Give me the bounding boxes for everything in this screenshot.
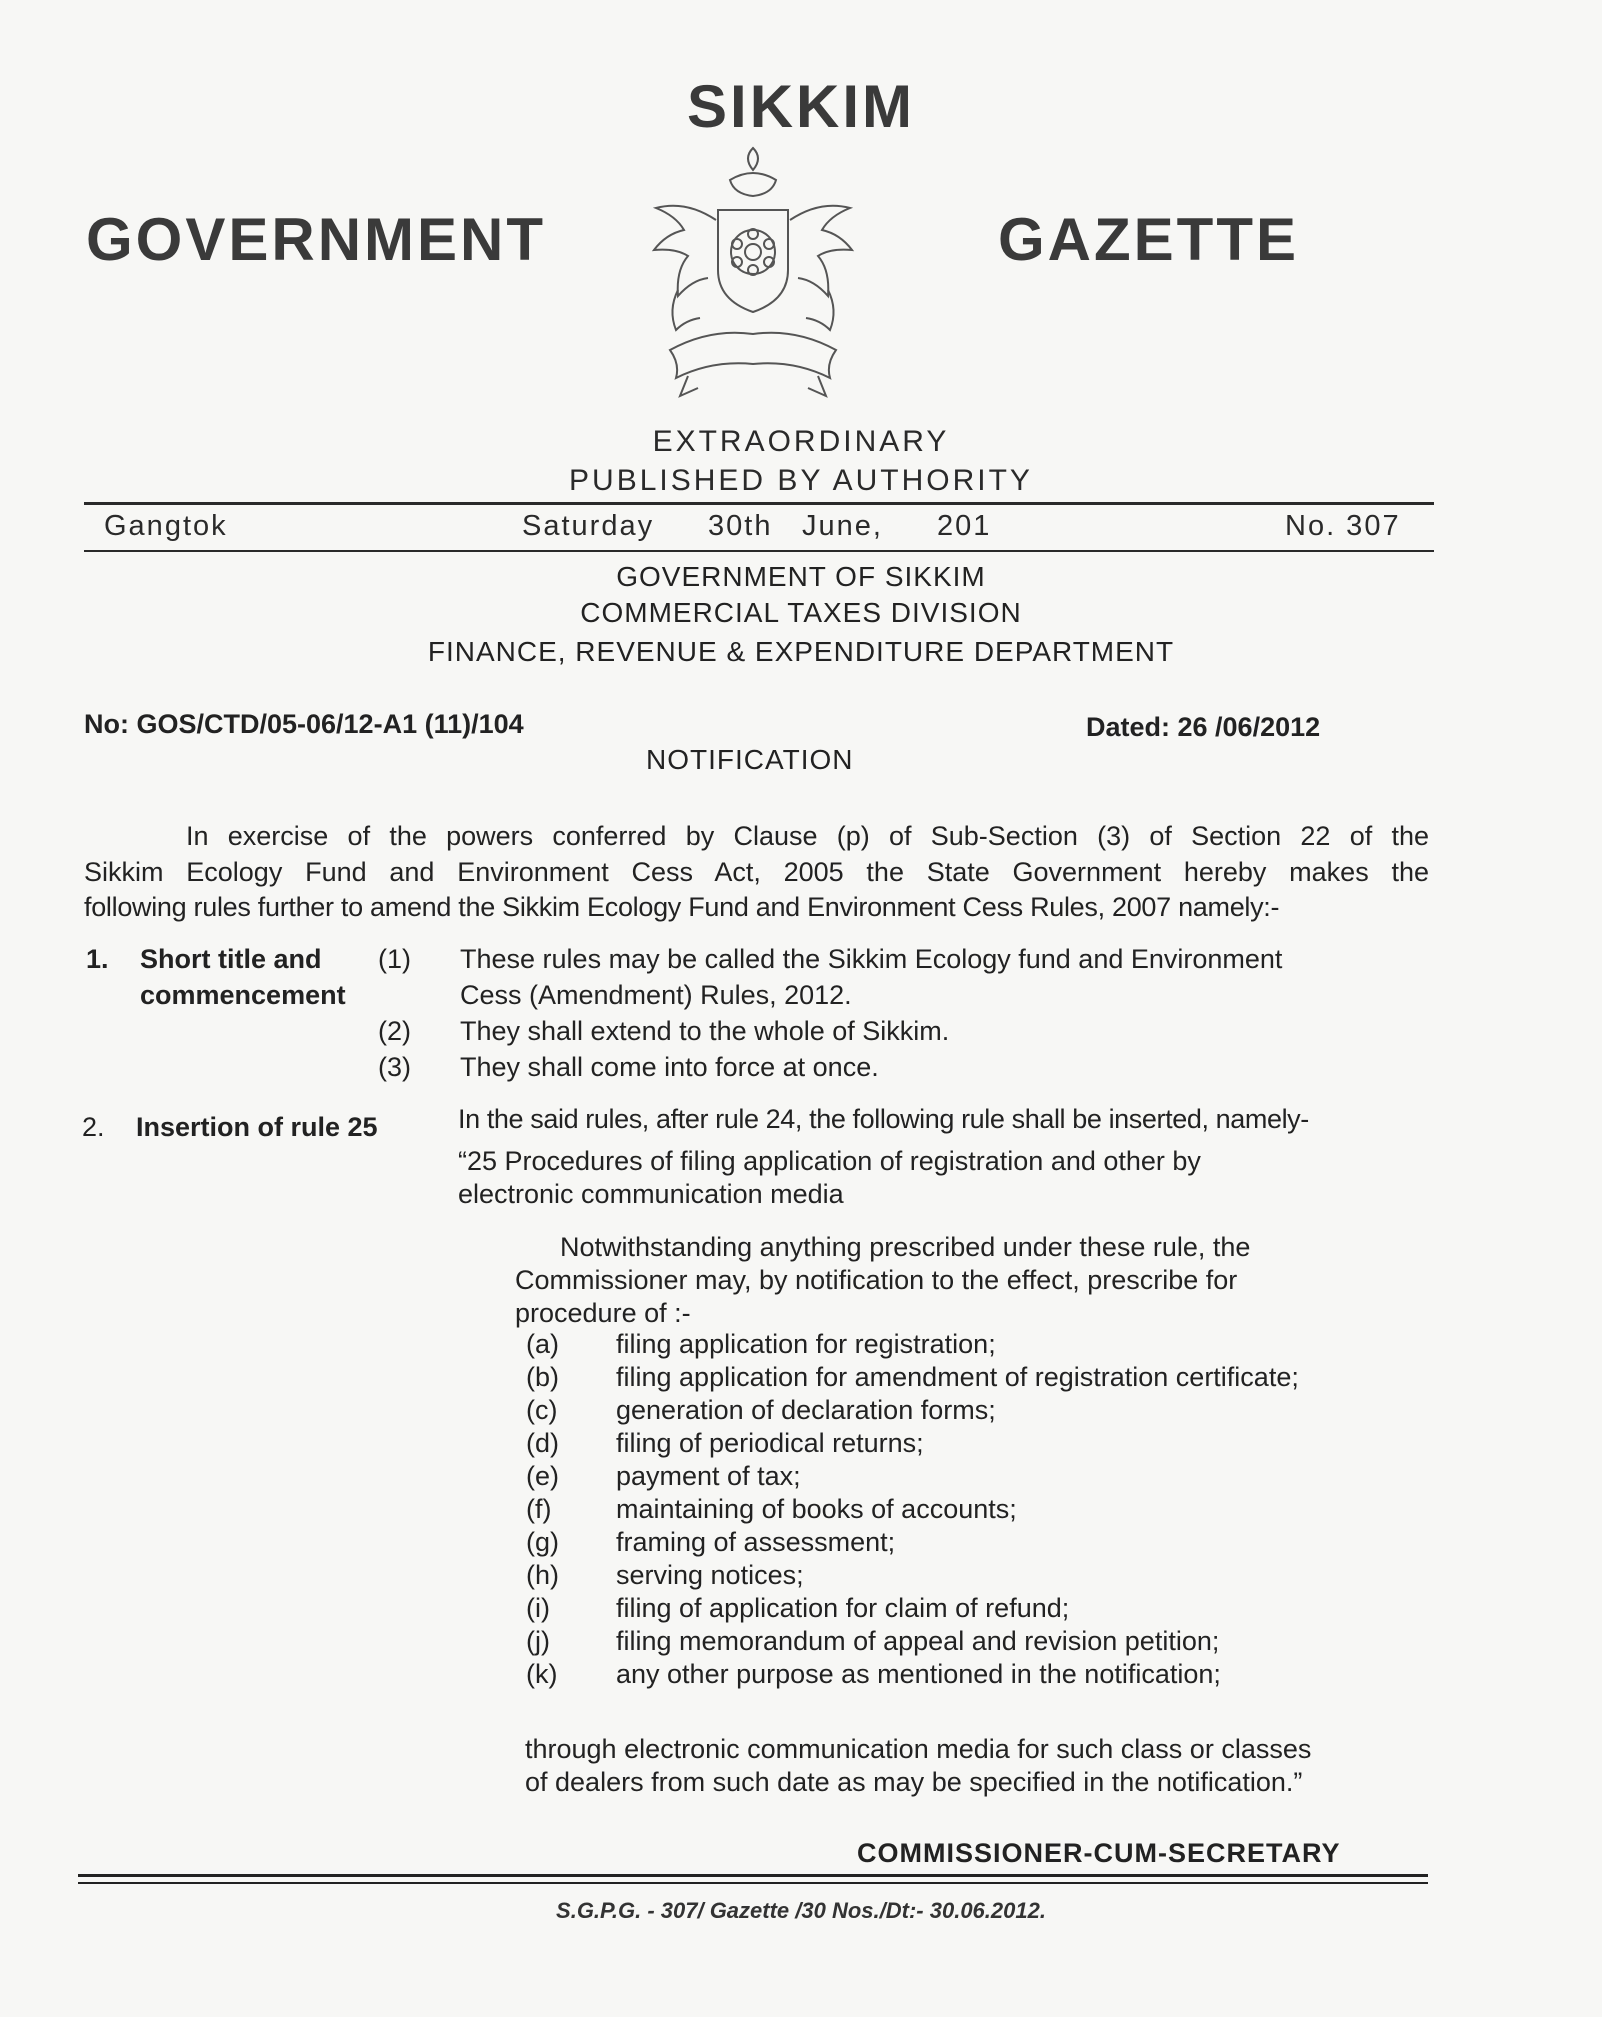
list-item: (k) any other purpose as mentioned in the notification; [526,1659,1221,1689]
edition-label: EXTRAORDINARY [652,425,950,458]
closing-line-2: of dealers from such date as may be specified in the notification.” [525,1767,1303,1797]
rule-1-title-line-2: commencement [140,980,346,1010]
clause-2-number: (2) [378,1016,411,1046]
rule-1-number: 1. [86,944,109,974]
list-item: (d) filing of periodical returns; [526,1428,924,1458]
dateline-month: June, [802,510,883,542]
masthead-right-word: GAZETTE [998,206,1299,273]
clause-1-number: (1) [378,944,411,974]
clause-3-line-1: They shall come into force at once. [460,1052,879,1082]
rule-1-title-line-1: Short title and [140,944,322,974]
authority-label: PUBLISHED BY AUTHORITY [569,464,1033,497]
notification-date: Dated: 26 /06/2012 [1086,712,1321,742]
clause-2-line-1: They shall extend to the whole of Sikkim. [460,1016,950,1046]
list-item: (f) maintaining of books of accounts; [526,1494,1017,1524]
list-item: (c) generation of declaration forms; [526,1395,996,1425]
new-rule-para-line-2: Commissioner may, by notification to the effect, prescribe for [515,1265,1238,1295]
state-emblem-icon [618,140,888,410]
notification-ref-no: No: GOS/CTD/05-06/12-A1 (11)/104 [84,709,524,739]
preamble-line-3: following rules further to amend the Sikkim Ecology Fund and Environment Cess Rules, 2007 namely:- [84,892,1280,922]
preamble-line-2: Sikkim Ecology Fund and Environment Cess Act, 2005 the State Government hereby makes the [84,857,1429,887]
dateline-day: Saturday [522,510,655,542]
new-rule-para-line-3: procedure of :- [515,1298,691,1328]
dept-line-3: FINANCE, REVENUE & EXPENDITURE DEPARTMENT [427,636,1175,667]
footer-rule-thin [78,1882,1428,1884]
rule-2-number: 2. [82,1112,105,1142]
closing-line-1: through electronic communication media for such class or classes [525,1734,1312,1764]
gazette-number: No. 307 [1285,510,1401,542]
clause-3-number: (3) [378,1052,411,1082]
rule-2-title: Insertion of rule 25 [136,1112,378,1142]
dateline-date: 30th [708,510,773,542]
dept-line-1: GOVERNMENT OF SIKKIM [616,561,986,592]
new-rule-heading-line-2: electronic communication media [458,1179,844,1209]
notification-heading: NOTIFICATION [646,744,854,775]
masthead-left-word: GOVERNMENT [86,206,547,273]
dateline-place: Gangtok [104,510,228,542]
procedure-list [526,1328,1426,1691]
list-item: (g) framing of assessment; [526,1527,896,1557]
list-item: (e) payment of tax; [526,1461,801,1491]
printing-note: S.G.P.G. - 307/ Gazette /30 Nos./Dt:- 30.06.2012. [556,1898,1046,1923]
dateline-top-rule [84,502,1434,505]
dateline-bottom-rule [84,550,1434,552]
dateline-year: 201 [937,510,992,542]
masthead-state: SIKKIM [687,73,915,140]
new-rule-heading-line-1: “25 Procedures of filing application of registration and other by [458,1146,1201,1176]
list-item: (i) filing of application for claim of refund; [526,1593,1070,1623]
dept-line-2: COMMERCIAL TAXES DIVISION [580,597,1022,628]
list-item: (a) filing application for registration; [526,1329,996,1359]
footer-rule-thick [78,1874,1428,1877]
clause-1-line-2: Cess (Amendment) Rules, 2012. [460,980,852,1010]
rule-2-intro: In the said rules, after rule 24, the following rule shall be inserted, namely- [458,1104,1309,1134]
list-item: (b) filing application for amendment of registration certificate; [526,1362,1299,1392]
new-rule-para-line-1: Notwithstanding anything prescribed under these rule, the [560,1232,1251,1262]
list-item: (j) filing memorandum of appeal and revision petition; [526,1626,1220,1656]
signatory: COMMISSIONER-CUM-SECRETARY [857,1838,1341,1868]
list-item: (h) serving notices; [526,1560,804,1590]
preamble-line-1: In exercise of the powers conferred by Clause (p) of Sub-Section (3) of Section 22 of the [186,821,1429,851]
clause-1-line-1: These rules may be called the Sikkim Ecology fund and Environment [460,944,1283,974]
